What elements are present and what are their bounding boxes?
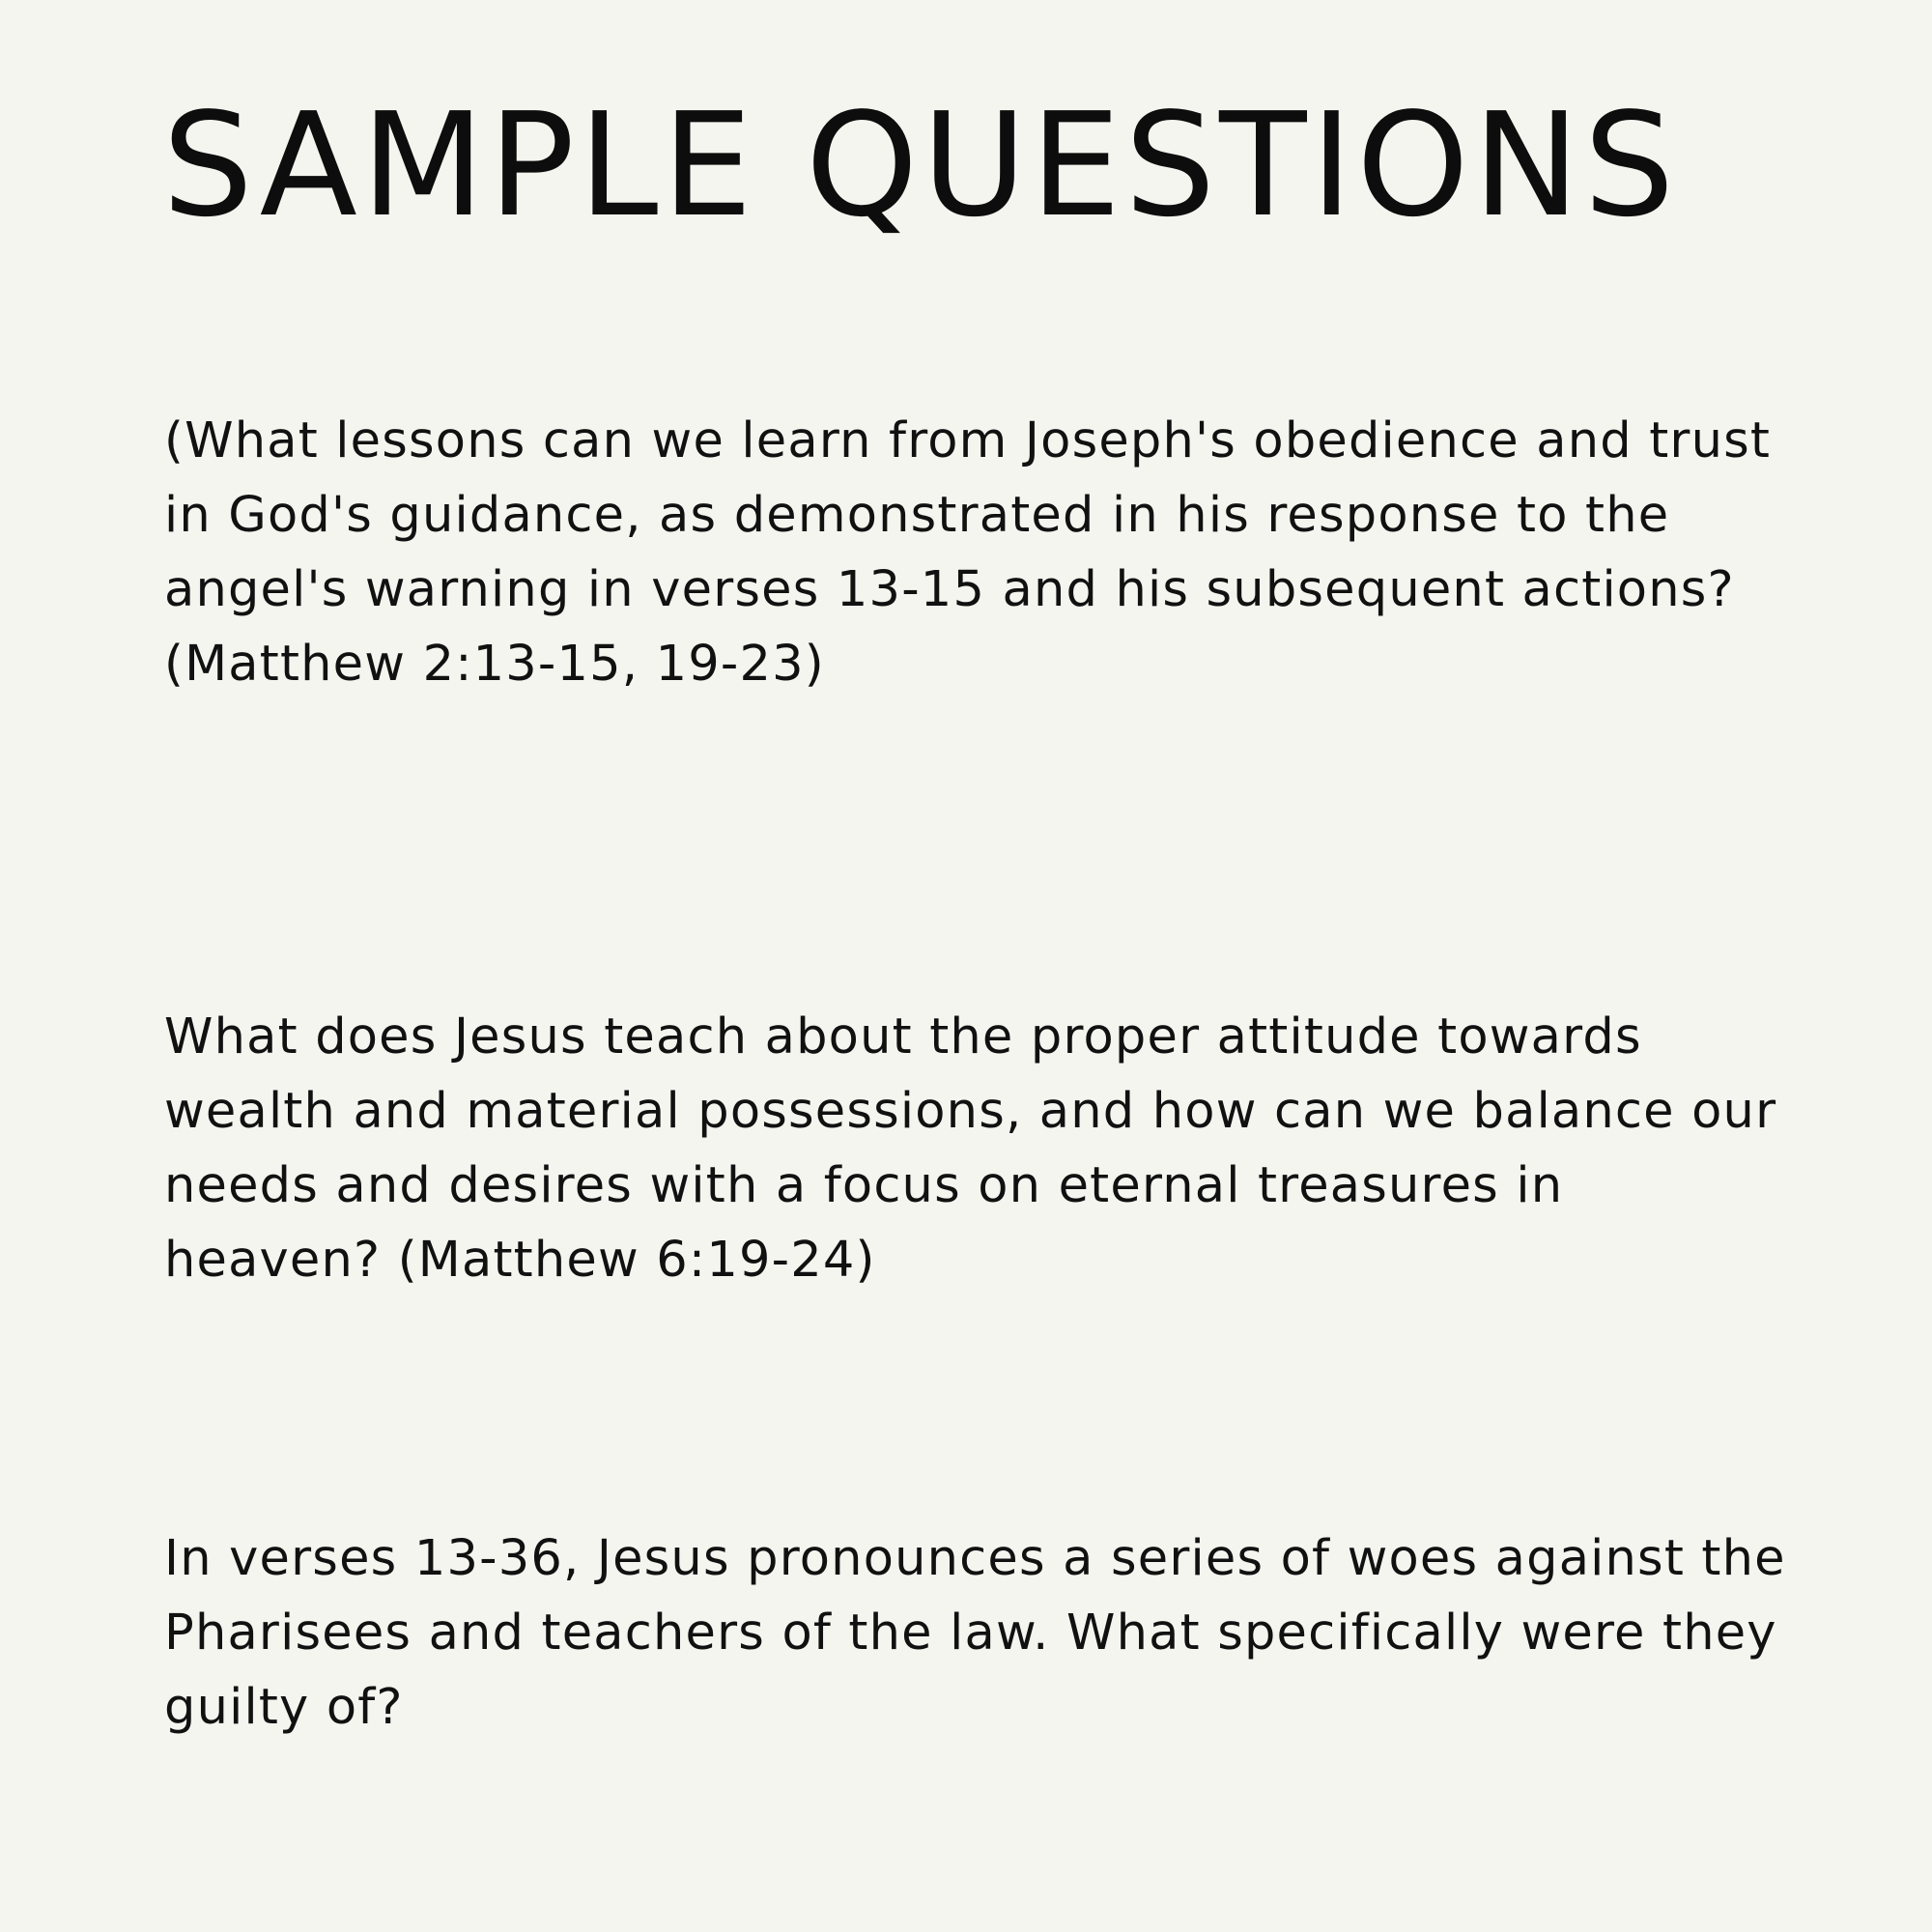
page-title: SAMPLE QUESTIONS	[162, 82, 1679, 248]
question-2: What does Jesus teach about the proper attitude towards wealth and material possessions, and how can we balance our needs and desires with a focus on eternal treasures in heaven? (Matthew 6:19-24)	[164, 1009, 1777, 1289]
question-3: In verses 13-36, Jesus pronounces a series of woes against the Pharisees and teachers of the law. What specifically were they guilty of?	[164, 1530, 1786, 1736]
question-1: (What lessons can we learn from Joseph's obedience and trust in God's guidance, as demonstrated in his response to the angel's warning in verses 13-15 and his subsequent actions? (Matthew 2:13-15, 19-23)	[164, 412, 1772, 693]
